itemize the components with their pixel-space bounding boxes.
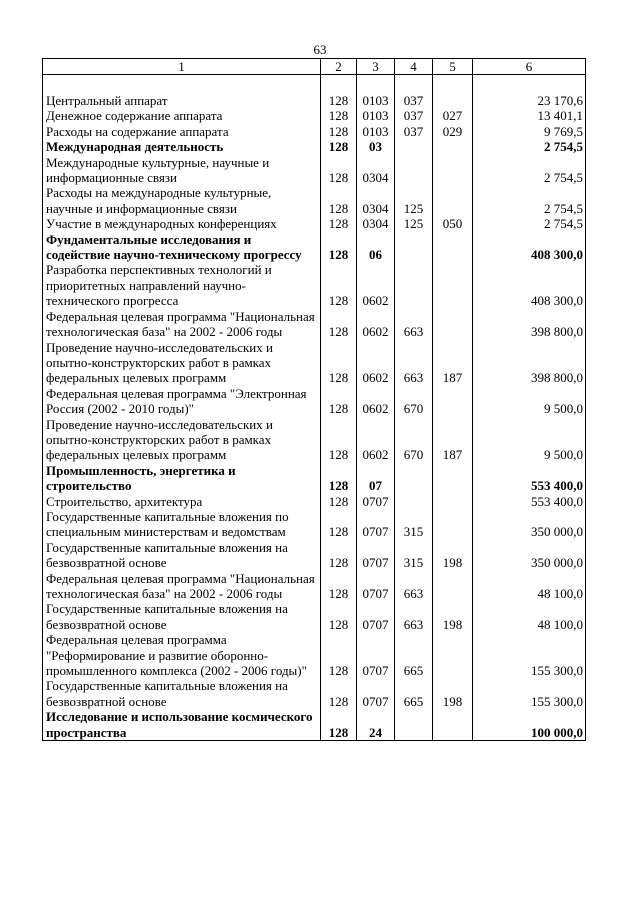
row-ministry-code: 128 xyxy=(321,262,357,308)
spacer-row xyxy=(43,75,586,94)
row-amount: 2 754,5 xyxy=(473,216,586,231)
table-row xyxy=(43,108,586,123)
row-section-code: 03 xyxy=(357,139,395,154)
row-name-cell: Международные культурные, научные и информационные связи xyxy=(43,155,321,186)
row-name-cell: Расходы на содержание аппарата xyxy=(43,124,321,139)
row-name-cell: Проведение научно-исследовательских и опытно-конструкторских работ в рамках федеральных целевых программ xyxy=(43,417,321,463)
row-ministry-code: 128 xyxy=(321,417,357,463)
table-row xyxy=(43,632,586,678)
column-number-5: 5 xyxy=(433,59,473,75)
row-target-code: 037 xyxy=(395,108,433,123)
table-row xyxy=(43,124,586,139)
row-ministry-code: 128 xyxy=(321,309,357,340)
row-section-code: 0304 xyxy=(357,216,395,231)
row-amount: 23 170,6 xyxy=(473,93,586,108)
column-number-1: 1 xyxy=(43,59,321,75)
table-row xyxy=(43,678,586,709)
row-amount: 553 400,0 xyxy=(473,494,586,509)
row-section-code: 0707 xyxy=(357,494,395,509)
row-section-code: 0103 xyxy=(357,93,395,108)
table-row xyxy=(43,571,586,602)
row-target-code: 670 xyxy=(395,386,433,417)
row-target-code: 125 xyxy=(395,185,433,216)
row-name-cell: Проведение научно-исследовательских и опытно-конструкторских работ в рамках федеральных целевых программ xyxy=(43,340,321,386)
row-expense-code: 198 xyxy=(433,540,473,571)
row-target-code: 315 xyxy=(395,509,433,540)
row-amount: 155 300,0 xyxy=(473,678,586,709)
row-amount: 155 300,0 xyxy=(473,632,586,678)
row-name-cell: Федеральная целевая программа "Национальная технологическая база" на 2002 - 2006 годы xyxy=(43,571,321,602)
table-row xyxy=(43,139,586,154)
row-section-code: 0602 xyxy=(357,386,395,417)
table-row xyxy=(43,417,586,463)
row-target-code: 665 xyxy=(395,632,433,678)
row-target-code: 670 xyxy=(395,417,433,463)
row-ministry-code: 128 xyxy=(321,232,357,263)
row-expense-code xyxy=(433,185,473,216)
table-row xyxy=(43,463,586,494)
row-name-cell: Государственные капитальные вложения по специальным министерствам и ведомствам xyxy=(43,509,321,540)
column-number-4: 4 xyxy=(395,59,433,75)
row-name-cell: Центральный аппарат xyxy=(43,93,321,108)
row-name-cell: Разработка перспективных технологий и приоритетных направлений научно-технического прогресса xyxy=(43,262,321,308)
row-target-code: 037 xyxy=(395,93,433,108)
table-row xyxy=(43,340,586,386)
row-ministry-code: 128 xyxy=(321,494,357,509)
row-name-cell: Денежное содержание аппарата xyxy=(43,108,321,123)
row-name-cell: Расходы на международные культурные, научные и информационные связи xyxy=(43,185,321,216)
table-row xyxy=(43,386,586,417)
row-name-cell: Федеральная целевая программа "Национальная технологическая база" на 2002 - 2006 годы xyxy=(43,309,321,340)
row-target-code: 663 xyxy=(395,340,433,386)
table-row xyxy=(43,155,586,186)
table-row xyxy=(43,262,586,308)
row-amount: 9 500,0 xyxy=(473,417,586,463)
row-section-code: 0103 xyxy=(357,124,395,139)
row-section-code: 0602 xyxy=(357,340,395,386)
row-amount: 2 754,5 xyxy=(473,155,586,186)
row-section-code: 0602 xyxy=(357,262,395,308)
column-number-2: 2 xyxy=(321,59,357,75)
row-amount: 2 754,5 xyxy=(473,185,586,216)
row-ministry-code: 128 xyxy=(321,139,357,154)
row-ministry-code: 128 xyxy=(321,463,357,494)
row-expense-code xyxy=(433,309,473,340)
row-amount: 48 100,0 xyxy=(473,571,586,602)
row-name-cell: Федеральная целевая программа "Электронная Россия (2002 - 2010 годы)" xyxy=(43,386,321,417)
table-row xyxy=(43,709,586,740)
row-name-cell: Строительство, архитектура xyxy=(43,494,321,509)
row-expense-code: 187 xyxy=(433,417,473,463)
row-amount: 398 800,0 xyxy=(473,309,586,340)
row-section-code: 0707 xyxy=(357,678,395,709)
row-amount: 9 500,0 xyxy=(473,386,586,417)
row-section-code: 07 xyxy=(357,463,395,494)
row-name-cell: Промышленность, энергетика и строительство xyxy=(43,463,321,494)
row-expense-code xyxy=(433,386,473,417)
row-target-code xyxy=(395,463,433,494)
row-expense-code xyxy=(433,262,473,308)
row-ministry-code: 128 xyxy=(321,155,357,186)
row-section-code: 0304 xyxy=(357,185,395,216)
row-amount: 553 400,0 xyxy=(473,463,586,494)
row-target-code: 663 xyxy=(395,601,433,632)
table-row xyxy=(43,601,586,632)
row-expense-code: 050 xyxy=(433,216,473,231)
row-section-code: 0707 xyxy=(357,509,395,540)
column-number-header-row xyxy=(43,59,586,75)
row-ministry-code: 128 xyxy=(321,601,357,632)
row-expense-code: 027 xyxy=(433,108,473,123)
row-expense-code xyxy=(433,155,473,186)
row-expense-code xyxy=(433,571,473,602)
row-ministry-code: 128 xyxy=(321,185,357,216)
budget-table xyxy=(42,58,586,741)
row-expense-code: 198 xyxy=(433,601,473,632)
row-amount: 408 300,0 xyxy=(473,262,586,308)
table-row xyxy=(43,232,586,263)
row-amount: 48 100,0 xyxy=(473,601,586,632)
row-target-code: 315 xyxy=(395,540,433,571)
row-expense-code xyxy=(433,509,473,540)
table-body xyxy=(43,75,586,741)
row-name-cell: Международная деятельность xyxy=(43,139,321,154)
row-name-cell: Исследование и использование космического пространства xyxy=(43,709,321,740)
row-target-code xyxy=(395,232,433,263)
row-expense-code xyxy=(433,93,473,108)
table-row xyxy=(43,185,586,216)
row-name-cell: Государственные капитальные вложения на безвозвратной основе xyxy=(43,540,321,571)
table-row xyxy=(43,93,586,108)
table-row xyxy=(43,509,586,540)
row-name-cell: Фундаментальные исследования и содействие научно-техническому прогрессу xyxy=(43,232,321,263)
row-expense-code xyxy=(433,139,473,154)
row-amount: 398 800,0 xyxy=(473,340,586,386)
row-amount: 408 300,0 xyxy=(473,232,586,263)
row-amount: 13 401,1 xyxy=(473,108,586,123)
table-row xyxy=(43,216,586,231)
row-ministry-code: 128 xyxy=(321,509,357,540)
row-amount: 350 000,0 xyxy=(473,509,586,540)
row-expense-code: 198 xyxy=(433,678,473,709)
table-row xyxy=(43,494,586,509)
row-target-code: 665 xyxy=(395,678,433,709)
column-number-3: 3 xyxy=(357,59,395,75)
row-expense-code xyxy=(433,632,473,678)
table-row xyxy=(43,540,586,571)
page-number: 63 xyxy=(313,42,327,57)
row-ministry-code: 128 xyxy=(321,571,357,602)
row-section-code: 0602 xyxy=(357,417,395,463)
row-section-code: 0707 xyxy=(357,540,395,571)
row-expense-code xyxy=(433,494,473,509)
row-target-code xyxy=(395,155,433,186)
row-ministry-code: 128 xyxy=(321,93,357,108)
row-ministry-code: 128 xyxy=(321,108,357,123)
row-amount: 350 000,0 xyxy=(473,540,586,571)
row-ministry-code: 128 xyxy=(321,632,357,678)
row-target-code xyxy=(395,709,433,740)
row-expense-code: 029 xyxy=(433,124,473,139)
row-expense-code xyxy=(433,232,473,263)
row-target-code: 125 xyxy=(395,216,433,231)
row-target-code: 663 xyxy=(395,309,433,340)
row-ministry-code: 128 xyxy=(321,386,357,417)
row-amount: 2 754,5 xyxy=(473,139,586,154)
row-name-cell: Государственные капитальные вложения на безвозвратной основе xyxy=(43,601,321,632)
row-ministry-code: 128 xyxy=(321,124,357,139)
row-section-code: 06 xyxy=(357,232,395,263)
row-section-code: 0707 xyxy=(357,632,395,678)
row-target-code: 037 xyxy=(395,124,433,139)
row-section-code: 24 xyxy=(357,709,395,740)
row-ministry-code: 128 xyxy=(321,216,357,231)
row-section-code: 0602 xyxy=(357,309,395,340)
row-expense-code: 187 xyxy=(433,340,473,386)
row-ministry-code: 128 xyxy=(321,340,357,386)
row-section-code: 0304 xyxy=(357,155,395,186)
row-name-cell: Государственные капитальные вложения на безвозвратной основе xyxy=(43,678,321,709)
row-target-code xyxy=(395,494,433,509)
row-expense-code xyxy=(433,463,473,494)
row-target-code: 663 xyxy=(395,571,433,602)
row-target-code xyxy=(395,139,433,154)
column-number-6: 6 xyxy=(473,59,586,75)
row-name-cell: Федеральная целевая программа "Реформирование и развитие оборонно-промышленного комплекса (2002 - 2006 годы)" xyxy=(43,632,321,678)
row-ministry-code: 128 xyxy=(321,709,357,740)
row-amount: 100 000,0 xyxy=(473,709,586,740)
row-target-code xyxy=(395,262,433,308)
row-name-cell: Участие в международных конференциях xyxy=(43,216,321,231)
row-section-code: 0103 xyxy=(357,108,395,123)
table-row xyxy=(43,309,586,340)
row-ministry-code: 128 xyxy=(321,540,357,571)
row-section-code: 0707 xyxy=(357,601,395,632)
row-amount: 9 769,5 xyxy=(473,124,586,139)
row-section-code: 0707 xyxy=(357,571,395,602)
row-expense-code xyxy=(433,709,473,740)
row-ministry-code: 128 xyxy=(321,678,357,709)
